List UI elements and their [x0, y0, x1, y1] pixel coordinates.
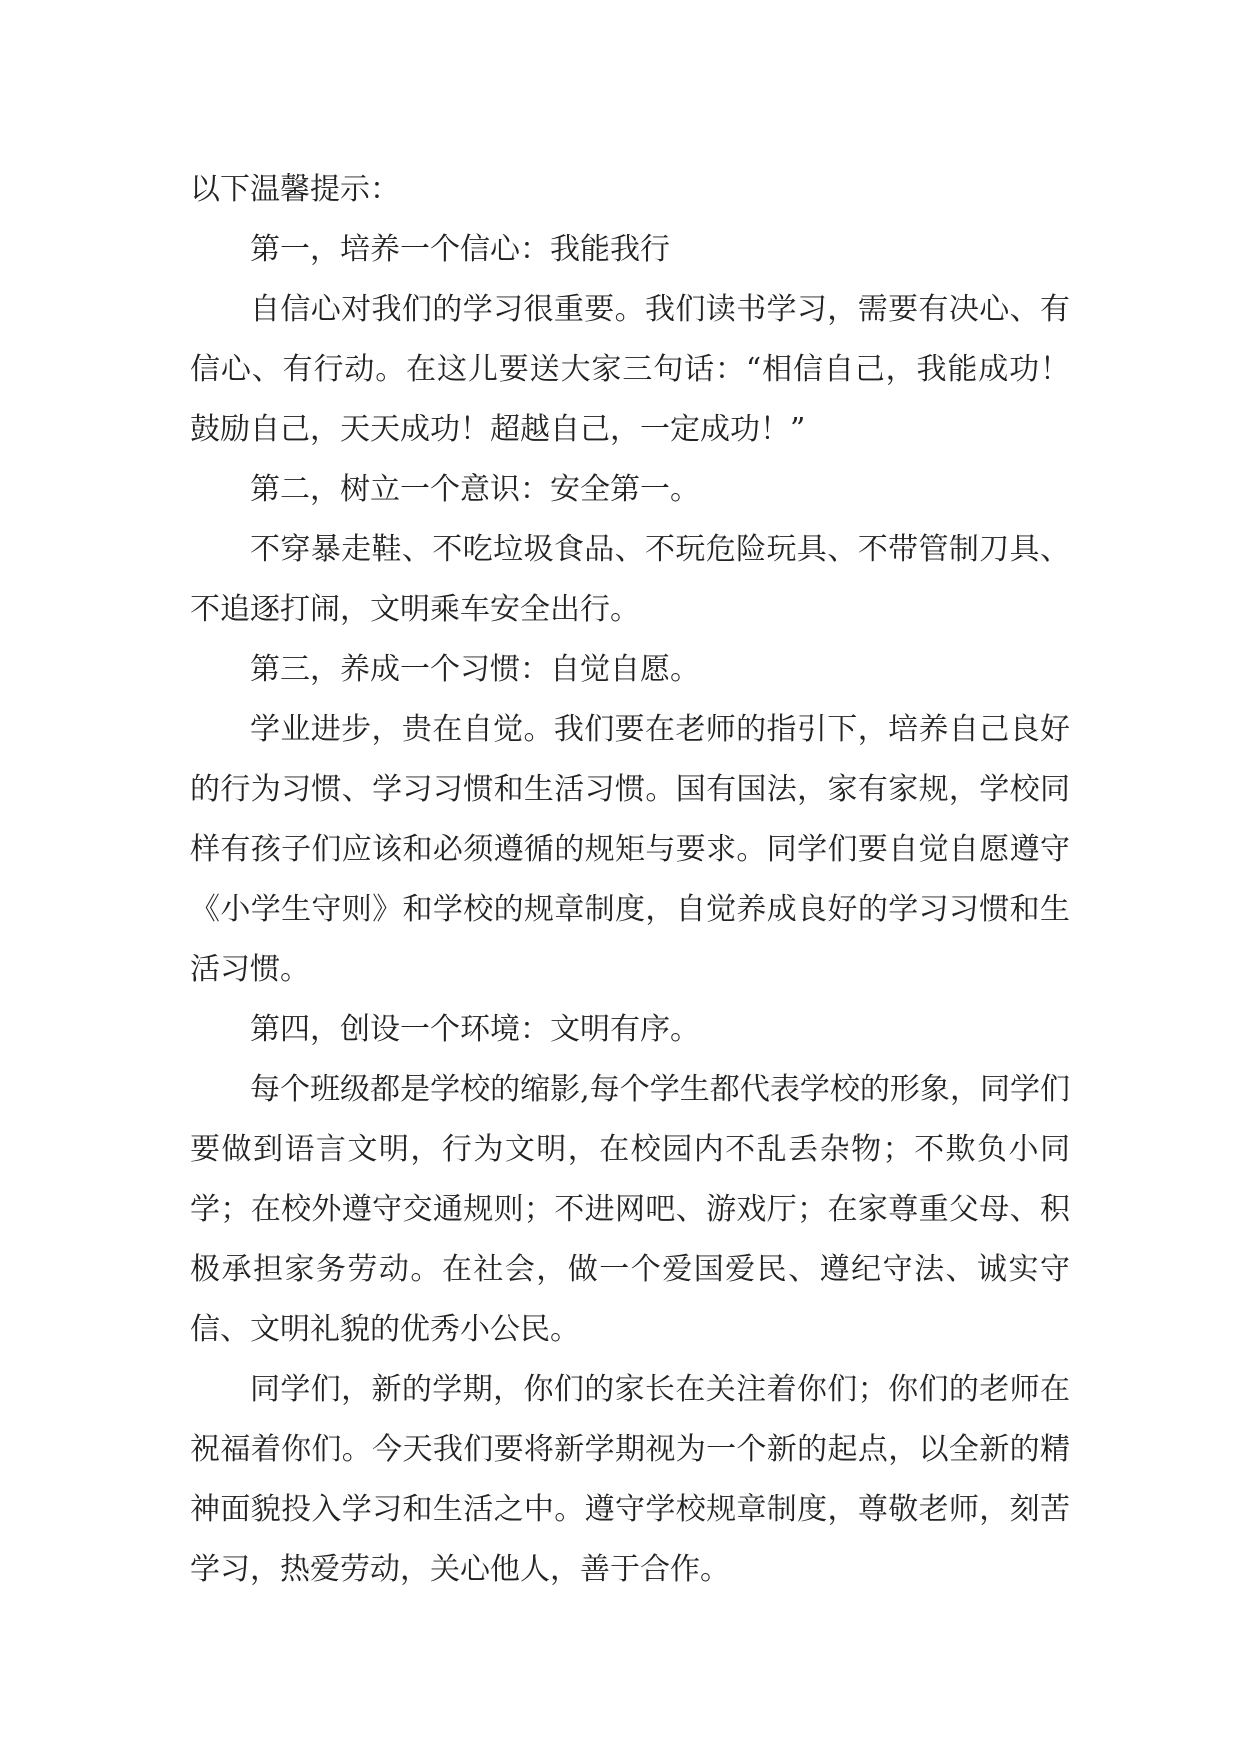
body-paragraph-4: 每个班级都是学校的缩影,每个学生都代表学校的形象，同学们要做到语言文明，行为文明，在校园内不乱丢杂物；不欺负小同学；在校外遵守交通规则；不进网吧、游戏厅；在家尊重父母、积极承担家务劳动。在社会，做一个爱国爱民、遵纪守法、诚实守信、文明礼貌的优秀小公民。 — [190, 1072, 1070, 1347]
section-heading-4: 第四，创设一个环境：文明有序。 — [250, 1012, 700, 1047]
document-body — [190, 160, 1070, 1600]
section-heading-2: 第二，树立一个意识：安全第一。 — [250, 472, 700, 507]
body-paragraph-3: 学业进步，贵在自觉。我们要在老师的指引下，培养自己良好的行为习惯、学习习惯和生活习惯。国有国法，家有家规，学校同样有孩子们应该和必须遵循的规矩与要求。同学们要自觉自愿遵守《小学生守则》和学校的规章制度，自觉养成良好的学习习惯和生活习惯。 — [190, 712, 1070, 987]
section-heading-1: 第一，培养一个信心：我能我行 — [250, 232, 670, 267]
body-paragraph-2: 不穿暴走鞋、不吃垃圾食品、不玩危险玩具、不带管制刀具、不追逐打闹，文明乘车安全出行。 — [190, 532, 1070, 627]
body-paragraph-1: 自信心对我们的学习很重要。我们读书学习，需要有决心、有信心、有行动。在这儿要送大家三句话：“相信自己，我能成功！鼓励自己，天天成功！超越自己，一定成功！” — [190, 292, 1070, 447]
intro-paragraph: 以下温馨提示： — [190, 172, 400, 207]
section-heading-3: 第三，养成一个习惯：自觉自愿。 — [250, 652, 700, 687]
closing-paragraph: 同学们，新的学期，你们的家长在关注着你们；你们的老师在祝福着你们。今天我们要将新学期视为一个新的起点，以全新的精神面貌投入学习和生活之中。遵守学校规章制度，尊敬老师，刻苦学习，热爱劳动，关心他人，善于合作。 — [190, 1372, 1070, 1587]
